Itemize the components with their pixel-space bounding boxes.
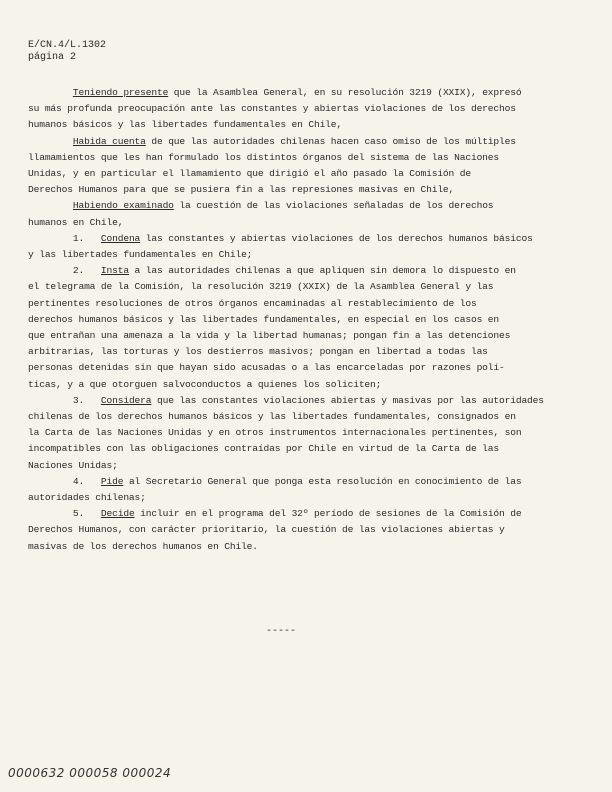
text-line [28,279,558,295]
indent: 3. [28,394,101,406]
underlined-term: Condena [100,232,141,244]
text-line [28,409,558,425]
line-text: la Carta de las Naciones Unidas y en otros instrumentos internacionales pertinentes, son [28,427,522,439]
line-text: que las constantes violaciones abiertas y masivas por las autoridades [151,394,544,406]
line-text: a las autoridades chilenas a que apliquen sin demora lo dispuesto en [128,265,516,277]
archive-stamp: 0000632 000058 000024 [8,766,172,780]
text-line [28,247,558,263]
paragraph-p8 [28,506,558,555]
text-line [28,166,558,182]
text-line [28,425,558,441]
paragraph-p4 [28,231,558,263]
document-symbol: E/CN.4/L.1302 [28,40,107,51]
paragraph-p5 [28,263,558,393]
indent: 4. [28,475,101,487]
resolution-body [28,85,558,555]
line-text: humanos en Chile, [28,216,124,228]
line-text: de que las autoridades chilenas hacen caso omiso de los múltiples [145,135,516,147]
paragraph-p1 [28,85,558,134]
text-line [28,198,558,214]
indent [28,136,73,147]
text-line [28,328,558,344]
underlined-term: Decide [100,508,135,520]
text-line [28,441,558,457]
line-text: humanos básicos y las libertades fundamentales en Chile, [28,119,343,131]
text-line [28,150,558,166]
indent: 5. [28,508,101,520]
text-line [28,377,558,393]
paragraph-p7 [28,474,558,506]
underlined-term: Habiendo examinado [72,200,174,212]
text-line [28,344,558,360]
text-line [28,474,558,490]
line-text: Naciones Unidas; [28,459,118,471]
text-line [28,85,558,101]
line-text: derechos humanos básicos y las libertades fundamentales, en especial en los casos en [28,313,500,325]
line-text: que la Asamblea General, en su resolución 3219 (XXIX), expresó [168,87,522,98]
line-text: masivas de los derechos humanos en Chile. [28,540,258,552]
text-line [28,522,558,538]
underlined-term: Teniendo presente [72,87,169,98]
line-text: autoridades chilenas; [28,492,146,504]
line-text: las constantes y abiertas violaciones de los derechos humanos básicos [140,232,533,244]
line-text: Derechos Humanos para que se pusiera fin a las represiones masivas en Chile, [28,184,455,196]
line-text: pertinentes resoluciones de otros órganos encaminadas al restablecimiento de los [28,297,477,309]
line-text: y las libertades fundamentales en Chile; [28,249,253,261]
line-text: incluir en el programa del 32º período de sesiones de la Comisión de [134,508,522,520]
text-line [28,101,558,117]
text-line [28,117,558,133]
line-text: ticas, y a que otorguen salvoconductos a quienes los soliciten; [28,378,382,390]
line-text: su más profunda preocupación ante las constantes y abiertas violaciones de los derechos [28,103,516,115]
paragraph-p3 [28,198,558,230]
paragraph-p6 [28,393,558,474]
line-text: la cuestión de las violaciones señaladas de los derechos [173,200,494,212]
indent: 2. [28,265,101,277]
text-line [28,296,558,312]
line-text: personas detenidas sin que hayan sido acusadas o a las encarceladas por razones polí- [28,362,505,374]
text-line [28,215,558,231]
text-line [28,134,558,150]
end-mark: ----- [266,626,297,637]
indent [28,87,73,98]
line-text: Unidas, y en particular el llamamiento que dirigió el año pasado la Comisión de [28,168,471,180]
indent: 1. [28,232,101,244]
line-text: llamamientos que les han formulado los distintos órganos del sistema de las Naciones [28,151,500,163]
indent [28,200,73,211]
text-line [28,490,558,506]
underlined-term: Pide [100,475,124,487]
text-line [28,360,558,376]
line-text: chilenas de los derechos humanos básicos y las libertades fundamentales, consignados en [28,411,516,423]
line-text: Derechos Humanos, con carácter prioritario, la cuestión de las violaciones abiertas y [28,524,505,536]
text-line [28,312,558,328]
paragraph-p2 [28,134,558,199]
line-text: incompatibles con las obligaciones contraídas por Chile en virtud de la Carta de las [28,443,500,455]
page-number: página 2 [28,52,77,63]
line-text: al Secretario General que ponga esta resolución en conocimiento de las [123,475,522,487]
document-reference [28,40,106,64]
text-line [28,263,558,279]
text-line [28,231,558,247]
line-text: el telegrama de la Comisión, la resolución 3219 (XXIX) de la Asamblea General y las [28,281,494,293]
text-line [28,539,558,555]
underlined-term: Insta [100,265,129,277]
line-text: que entrañan una amenaza a la vida y la libertad humanas; pongan fin a las detenciones [28,330,511,342]
underlined-term: Habida cuenta [72,135,146,147]
text-line [28,182,558,198]
text-line [28,458,558,474]
text-line [28,506,558,522]
underlined-term: Considera [100,394,152,406]
text-line [28,393,558,409]
line-text: arbitrarias, las torturas y los destierros masivos; pongan en libertad a todas las [28,346,488,358]
